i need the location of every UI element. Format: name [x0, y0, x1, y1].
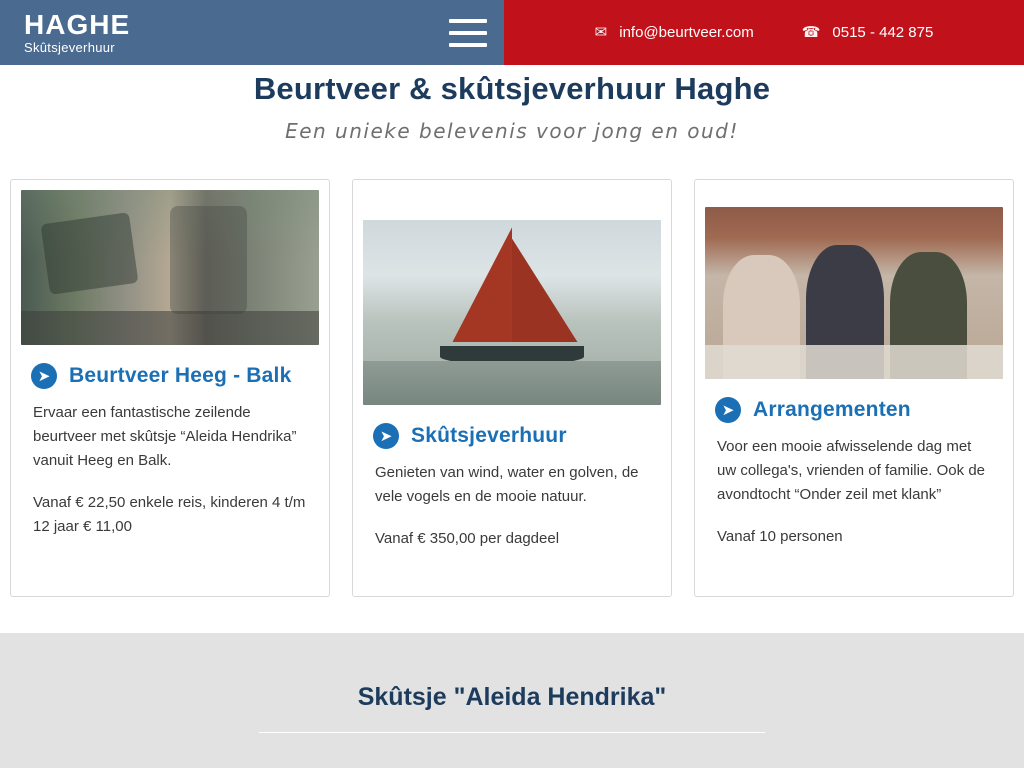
- site-header: [0, 0, 1024, 65]
- arrow-right-circle-icon: ➤: [31, 363, 57, 389]
- logo-main-text: HAGHE: [24, 9, 131, 40]
- card-beurtveer[interactable]: [10, 179, 330, 597]
- card-price: Vanaf € 350,00 per dagdeel: [375, 530, 560, 547]
- card-body: [33, 401, 307, 539]
- envelope-icon: ✉: [594, 24, 608, 41]
- header-contact-bar: [504, 0, 1024, 65]
- menu-toggle-button[interactable]: [432, 0, 504, 65]
- hamburger-menu-icon[interactable]: [449, 19, 487, 47]
- bottom-section: [0, 633, 1024, 768]
- contact-phone-link[interactable]: [802, 24, 934, 41]
- phone-icon: ☎: [801, 24, 821, 41]
- site-logo[interactable]: [24, 11, 130, 54]
- page-subtitle: Een unieke belevenis voor jong en oud!: [285, 119, 739, 143]
- contact-email-label: info@beurtveer.com: [619, 24, 754, 41]
- arrow-right-circle-icon: ➤: [715, 397, 741, 423]
- section-divider: [259, 732, 765, 733]
- card-arrangementen[interactable]: [694, 179, 1014, 597]
- card-title[interactable]: Arrangementen: [753, 398, 911, 421]
- card-skutsjeverhuur[interactable]: [352, 179, 672, 597]
- card-paragraph: Ervaar een fantastische zeilende beurtveer met skûtsje “Aleida Hendrika” vanuit Heeg en Balk.: [33, 404, 297, 469]
- contact-email-link[interactable]: [595, 24, 754, 41]
- page-title: Beurtveer & skûtsjeverhuur Haghe: [253, 71, 771, 106]
- contact-phone-label: 0515 - 442 875: [832, 24, 934, 41]
- card-body: [375, 461, 649, 551]
- section-title: Skûtsje "Aleida Hendrika": [357, 683, 667, 711]
- card-price: Vanaf € 22,50 enkele reis, kinderen 4 t/m 12 jaar € 11,00: [33, 494, 306, 535]
- logo-sub-text: Skûtsjeverhuur: [24, 40, 115, 55]
- card-image-group-toast: [705, 207, 1003, 379]
- card-header[interactable]: [31, 363, 319, 389]
- arrow-right-circle-icon: ➤: [373, 423, 399, 449]
- card-image-sailing-boat: [363, 220, 661, 405]
- header-brand-area: [0, 0, 504, 65]
- card-title[interactable]: Beurtveer Heeg - Balk: [69, 364, 292, 387]
- card-header[interactable]: [715, 397, 1003, 423]
- card-header[interactable]: [373, 423, 661, 449]
- card-paragraph: Voor een mooie afwisselende dag met uw collega's, vrienden of familie. Ook de avondtocht “Onder zeil met klank”: [717, 438, 986, 503]
- card-body: [717, 435, 991, 549]
- card-paragraph: Genieten van wind, water en golven, de vele vogels en de mooie natuur.: [375, 464, 639, 505]
- card-price: Vanaf 10 personen: [717, 528, 843, 545]
- feature-cards: [0, 143, 1024, 597]
- card-image-bicycles: [21, 190, 319, 345]
- card-title[interactable]: Skûtsjeverhuur: [411, 424, 567, 447]
- hero-section: [0, 65, 1024, 143]
